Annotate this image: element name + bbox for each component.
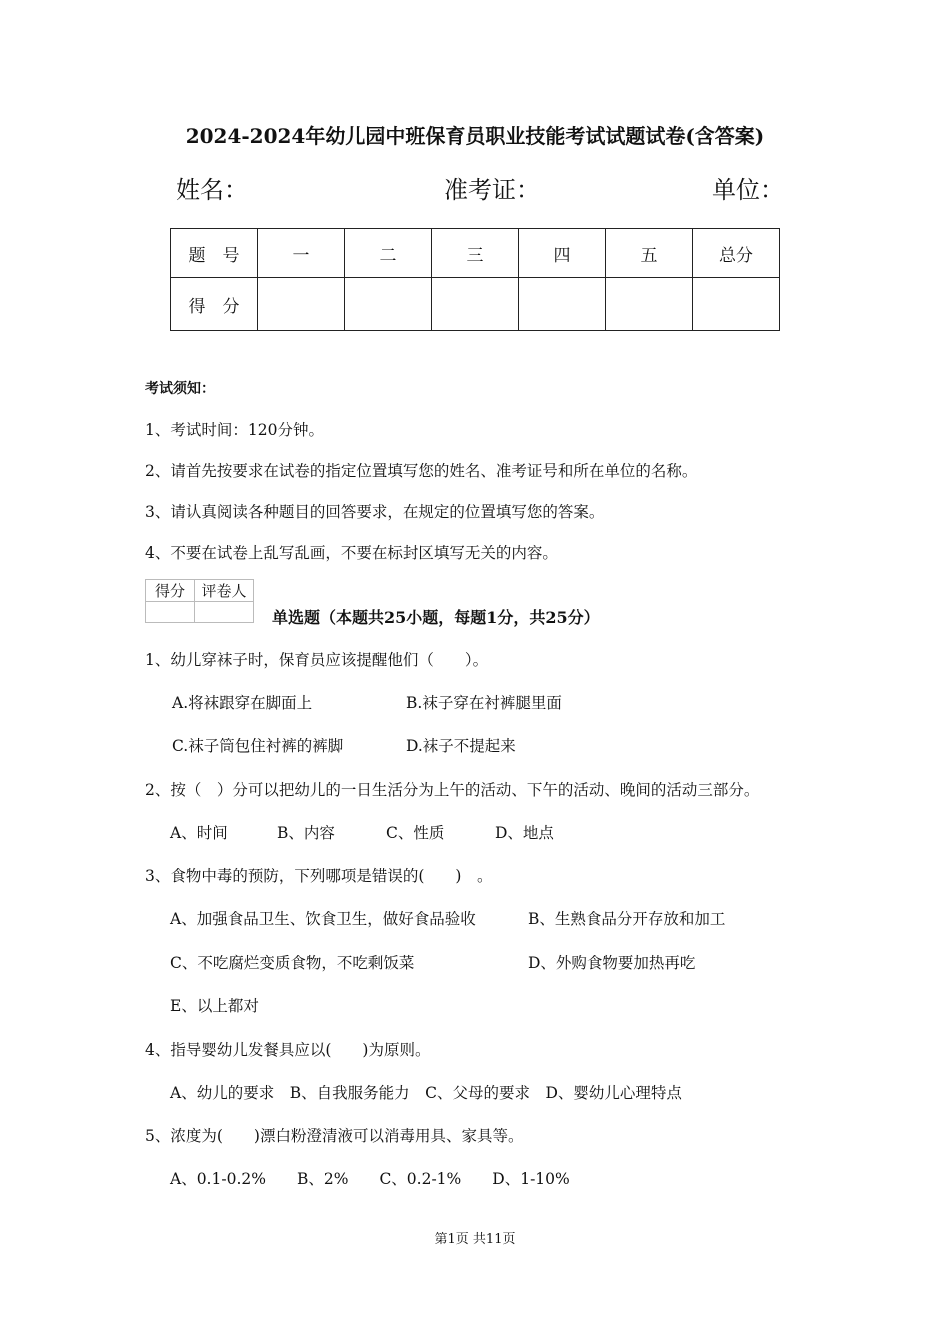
option: A.将袜跟穿在脚面上 — [172, 694, 313, 712]
question-text: 2、按（ ）分可以把幼儿的一日生活分为上午的活动、下午的活动、晚间的活动三部分。 — [145, 781, 760, 799]
score-cell — [432, 278, 519, 331]
exam-title: 2024-2024年幼儿园中班保育员职业技能考试试题试卷(含答案) — [185, 124, 765, 148]
grader-score-cell — [146, 602, 195, 623]
score-header-cell: 题 号 — [171, 229, 258, 278]
score-table-header-row — [171, 229, 780, 278]
score-header-cell: 总分 — [693, 229, 780, 278]
page-footer: 第1页 共11页 — [434, 1232, 516, 1247]
unit-label: 单位： — [712, 176, 784, 204]
option: B、内容 — [277, 824, 335, 842]
grader-box — [145, 579, 254, 623]
score-cell — [519, 278, 606, 331]
score-cell — [345, 278, 432, 331]
score-table — [170, 228, 780, 331]
notice-item: 3、请认真阅读各种题目的回答要求，在规定的位置填写您的答案。 — [145, 503, 605, 521]
option: A、0.1-0.2% B、2% C、0.2-1% D、1-10% — [170, 1170, 570, 1188]
exam-number-label: 准考证： — [444, 176, 540, 204]
score-row-label: 得 分 — [171, 278, 258, 331]
score-header-cell: 四 — [519, 229, 606, 278]
name-label: 姓名： — [176, 176, 248, 204]
option: B.袜子穿在衬裤腿里面 — [406, 694, 562, 712]
score-header-cell: 三 — [432, 229, 519, 278]
question-text: 1、幼儿穿袜子时，保育员应该提醒他们（ ）。 — [145, 651, 489, 669]
score-header-cell: 五 — [606, 229, 693, 278]
grader-score-label: 得分 — [146, 580, 195, 602]
option: C.袜子筒包住衬裤的裤脚 — [172, 737, 344, 755]
notice-item: 2、请首先按要求在试卷的指定位置填写您的姓名、准考证号和所在单位的名称。 — [145, 462, 698, 480]
option: A、时间 — [170, 824, 228, 842]
notice-item: 4、不要在试卷上乱写乱画，不要在标封区填写无关的内容。 — [145, 544, 558, 562]
score-cell — [693, 278, 780, 331]
option: A、加强食品卫生、饮食卫生，做好食品验收 — [170, 910, 476, 928]
question-text: 3、食物中毒的预防，下列哪项是错误的( ) 。 — [145, 867, 493, 885]
score-table-score-row — [171, 278, 780, 331]
option: D、地点 — [495, 824, 554, 842]
score-header-cell: 二 — [345, 229, 432, 278]
option: B、生熟食品分开存放和加工 — [528, 910, 726, 928]
notice-heading: 考试须知： — [145, 381, 215, 397]
score-cell — [258, 278, 345, 331]
question-text: 5、浓度为( )漂白粉澄清液可以消毒用具、家具等。 — [145, 1127, 524, 1145]
option: D、外购食物要加热再吃 — [528, 954, 696, 972]
grader-reviewer-label: 评卷人 — [195, 580, 254, 602]
score-header-cell: 一 — [258, 229, 345, 278]
option: C、性质 — [386, 824, 445, 842]
grader-reviewer-cell — [195, 602, 254, 623]
question-text: 4、指导婴幼儿发餐具应以( )为原则。 — [145, 1041, 431, 1059]
section-title: 单选题（本题共25小题，每题1分，共25分） — [272, 608, 600, 627]
score-cell — [606, 278, 693, 331]
option: A、幼儿的要求 B、自我服务能力 C、父母的要求 D、婴幼儿心理特点 — [170, 1084, 682, 1102]
option: E、以上都对 — [170, 997, 259, 1015]
notice-item: 1、考试时间：120分钟。 — [145, 421, 324, 439]
option: C、不吃腐烂变质食物，不吃剩饭菜 — [170, 954, 415, 972]
option: D.袜子不提起来 — [406, 737, 516, 755]
